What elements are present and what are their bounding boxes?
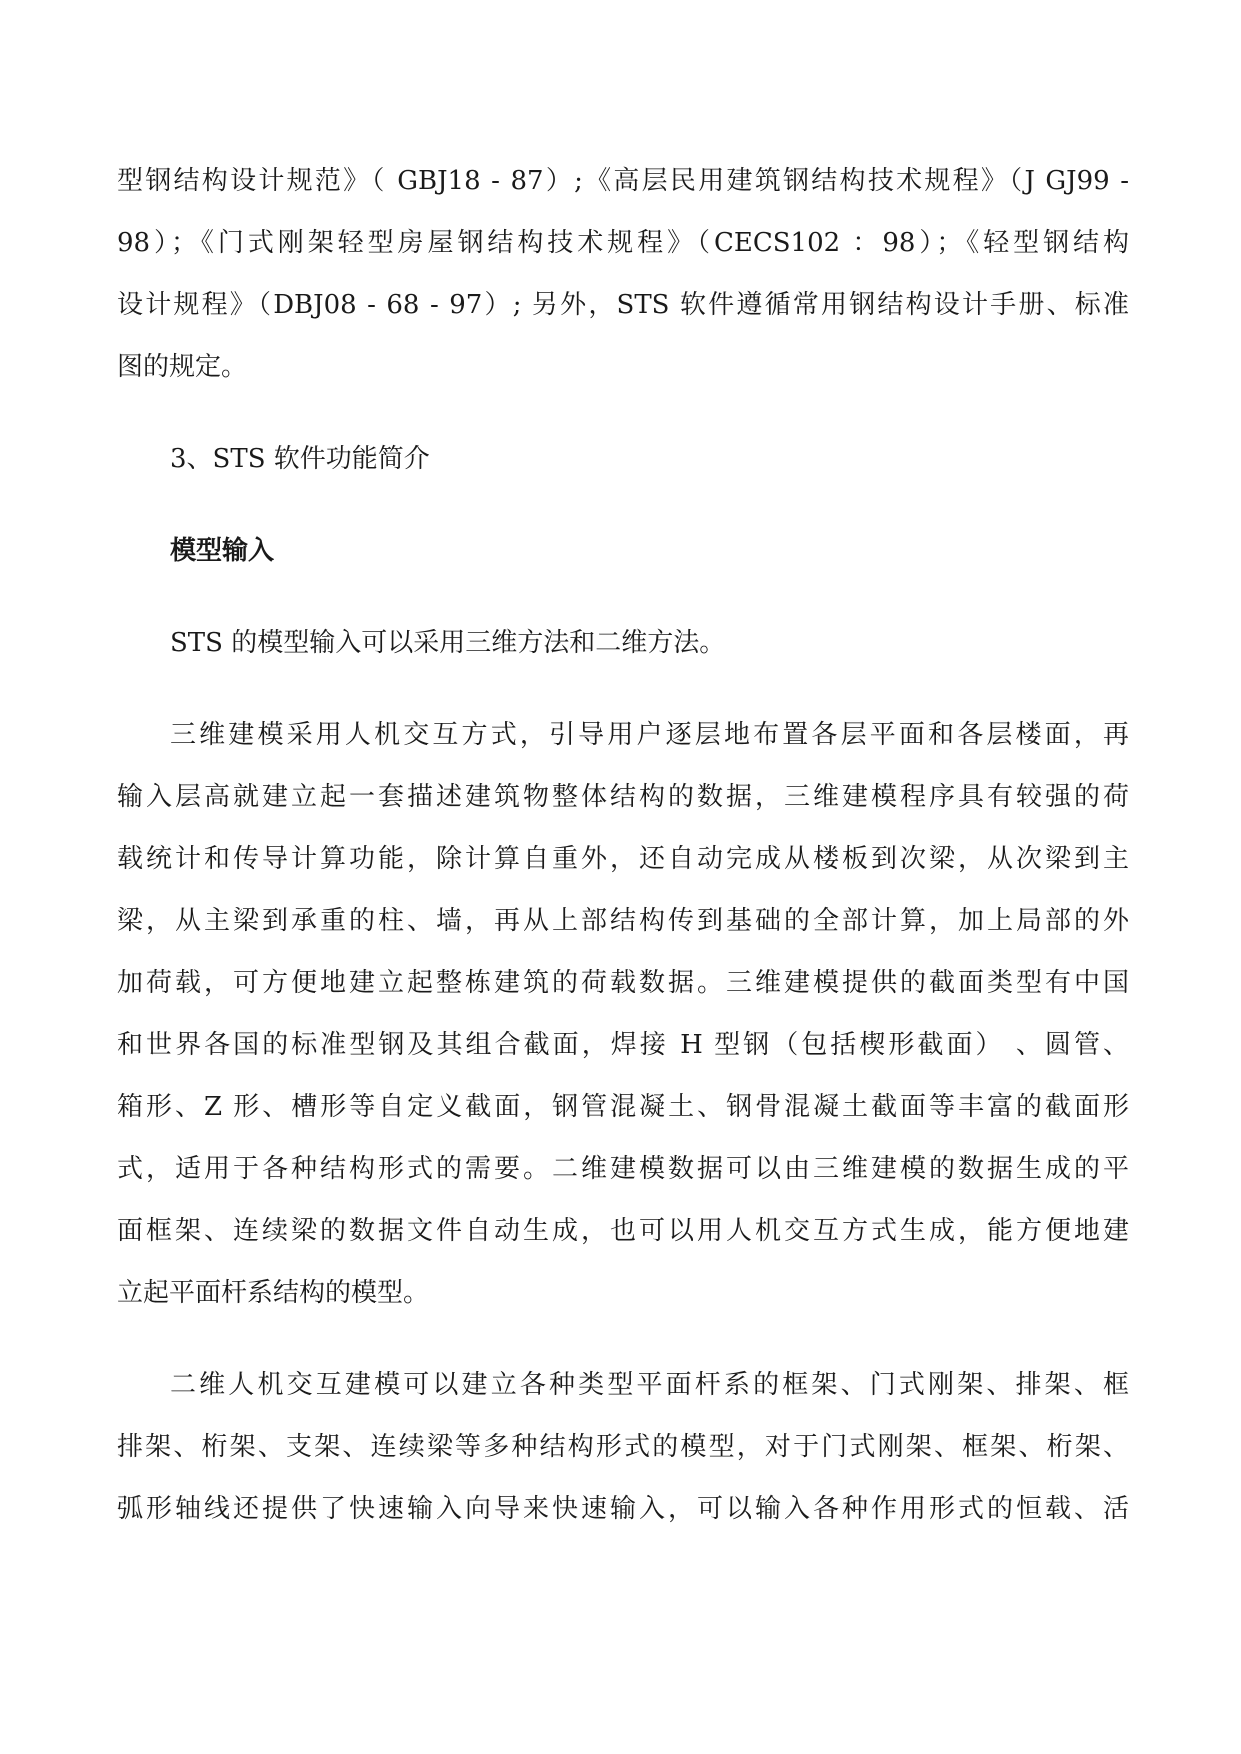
subheading-model-input: 模型输入 — [170, 536, 275, 566]
paragraph-line: 三维建模采用人机交互方式，引导用户逐层地布置各层平面和各层楼面，再 — [170, 720, 1129, 750]
paragraph-line: 载统计和传导计算功能，除计算自重外，还自动完成从楼板到次梁，从次梁到主 — [117, 844, 1129, 874]
paragraph-line: 和世界各国的标准型钢及其组合截面，焊接 H 型钢（包括楔形截面） 、圆管、 — [117, 1030, 1129, 1060]
paragraph-line: 输入层高就建立起一套描述建筑物整体结构的数据，三维建模程序具有较强的荷 — [117, 782, 1129, 812]
paragraph-line: 式，适用于各种结构形式的需要。二维建模数据可以由三维建模的数据生成的平 — [117, 1154, 1129, 1184]
paragraph-line: 二维人机交互建模可以建立各种类型平面杆系的框架、门式刚架、排架、框 — [170, 1370, 1129, 1400]
paragraph-line: 立起平面杆系结构的模型。 — [117, 1278, 430, 1308]
paragraph-standards-continued — [117, 150, 1129, 398]
document-body — [117, 150, 1129, 1540]
paragraph-line: 设计规程》（DBJ08 - 68 - 97）; 另外，STS 软件遵循常用钢结构设计手册、标准 — [117, 290, 1129, 320]
paragraph-3d-modeling — [117, 704, 1129, 1324]
paragraph-line: 加荷载，可方便地建立起整栋建筑的荷载数据。三维建模提供的截面类型有中国 — [117, 968, 1129, 998]
paragraph-line: 箱形、Z 形、槽形等自定义截面，钢管混凝土、钢骨混凝土截面等丰富的截面形 — [117, 1092, 1129, 1122]
paragraph-2d-modeling — [117, 1354, 1129, 1540]
intro-sentence: STS 的模型输入可以采用三维方法和二维方法。 — [170, 628, 726, 658]
paragraph-line: 面框架、连续梁的数据文件自动生成，也可以用人机交互方式生成，能方便地建 — [117, 1216, 1129, 1246]
paragraph-line: 弧形轴线还提供了快速输入向导来快速输入，可以输入各种作用形式的恒载、活 — [117, 1494, 1129, 1524]
paragraph-line: 梁，从主梁到承重的柱、墙，再从上部结构传到基础的全部计算，加上局部的外 — [117, 906, 1129, 936]
paragraph-line: 图的规定。 — [117, 352, 248, 382]
section-heading: 3、STS 软件功能简介 — [170, 444, 430, 474]
paragraph-line: 型钢结构设计规范》（ GBJ18 - 87）;《高层民用建筑钢结构技术规程》（J GJ99 - — [117, 166, 1129, 196]
paragraph-line: 排架、桁架、支架、连续梁等多种结构形式的模型，对于门式刚架、框架、桁架、 — [117, 1432, 1129, 1462]
paragraph-line: 98）；《门式刚架轻型房屋钢结构技术规程》（CECS102 ：98）；《轻型钢结构 — [117, 228, 1129, 258]
